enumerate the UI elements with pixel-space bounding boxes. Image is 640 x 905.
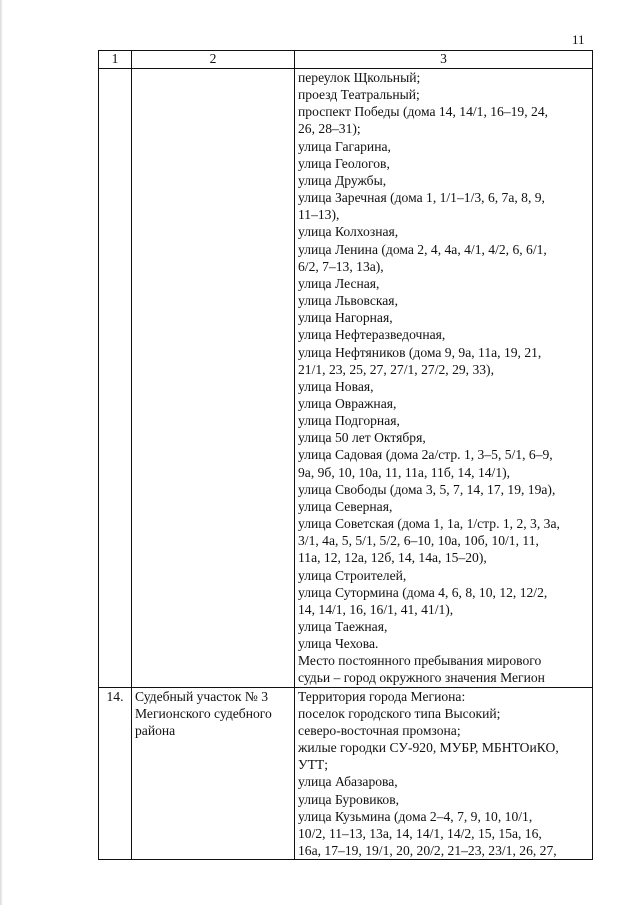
text-line: улица Нагорная,	[298, 310, 393, 326]
text-line: улица Свободы (дома 3, 5, 7, 14, 17, 19, 19а),	[298, 481, 556, 497]
text-line: улица Абазарова,	[298, 774, 398, 790]
text-line: 26, 28–31);	[298, 121, 361, 137]
header-col-3: 3	[295, 51, 593, 69]
text-line: улица Овражная,	[298, 395, 397, 411]
text-line: 3/1, 4а, 5, 5/1, 5/2, 6–10, 10а, 10б, 10/1, 11,	[298, 533, 539, 549]
text-line: улица Новая,	[298, 378, 374, 394]
text-line: улица Подгорная,	[298, 413, 400, 429]
table-row	[99, 69, 593, 688]
text-line: 10/2, 11–13, 13а, 14, 14/1, 14/2, 15, 15а, 16,	[298, 825, 542, 841]
text-line: улица Ленина (дома 2, 4, 4а, 4/1, 4/2, 6, 6/1,	[298, 241, 547, 257]
text-line: 14, 14/1, 16, 16/1, 41, 41/1),	[298, 601, 454, 617]
text-line: Территория города Мегиона:	[298, 688, 466, 704]
text-line: района	[135, 722, 176, 738]
text-line: улица Колхозная,	[298, 224, 399, 240]
text-line: улица Геологов,	[298, 155, 390, 171]
text-line: 9а, 9б, 10, 10а, 11, 11а, 11б, 14, 14/1),	[298, 464, 511, 480]
text-line: улица Чехова.	[298, 636, 379, 652]
text-line: 16а, 17–19, 19/1, 20, 20/2, 21–23, 23/1, 26, 27,	[298, 843, 557, 859]
text-line: улица Кузьмина (дома 2–4, 7, 9, 10, 10/1,	[298, 808, 533, 824]
text-line: Мегионского судебного	[135, 705, 272, 721]
text-line: улица Львовская,	[298, 293, 398, 309]
text-line: жилые городки СУ-920, МУБР, МБНТОиКО,	[298, 740, 559, 756]
table-header-row	[99, 51, 593, 69]
text-line: поселок городского типа Высокий;	[298, 705, 501, 721]
text-line: проезд Театральный;	[298, 87, 420, 103]
text-line: 6/2, 7–13, 13а),	[298, 258, 384, 274]
text-line: 11–13),	[298, 207, 340, 223]
text-line: переулок Щкольный;	[298, 70, 421, 85]
text-line: улица Таежная,	[298, 619, 388, 634]
text-line: улица Сутормина (дома 4, 6, 8, 10, 12, 12/2,	[298, 584, 548, 600]
text-line: Место постоянного пребывания мирового	[298, 653, 542, 669]
jurisdiction-table	[98, 50, 593, 860]
text-line: улица Строителей,	[298, 567, 407, 583]
text-line: улица Лесная,	[298, 275, 380, 291]
text-line: Судебный участок № 3	[135, 688, 269, 704]
row-number-cell: 14.	[99, 687, 132, 860]
text-line: улица Заречная (дома 1, 1/1–1/3, 6, 7а, 8, 9,	[298, 190, 545, 206]
text-line: улица Садовая (дома 2а/стр. 1, 3–5, 5/1, 6–9,	[298, 447, 553, 463]
header-col-2: 2	[132, 51, 295, 69]
text-line: улица Буровиков,	[298, 791, 400, 807]
text-line: 21/1, 23, 25, 27, 27/1, 27/2, 29, 33),	[298, 361, 494, 377]
row-number-cell	[99, 69, 132, 688]
text-line: УТТ;	[298, 757, 329, 773]
text-line: 11а, 12, 12а, 12б, 14, 14а, 15–20),	[298, 550, 487, 566]
text-line: улица Нефтеразведочная,	[298, 327, 446, 343]
header-col-1: 1	[99, 51, 132, 69]
territory-cell	[295, 69, 593, 688]
text-line: улица Нефтяников (дома 9, 9а, 11а, 19, 21,	[298, 344, 542, 360]
page-number: 11	[572, 32, 585, 47]
territory-cell	[295, 687, 593, 860]
table-row	[99, 687, 593, 860]
court-district-cell	[132, 69, 295, 688]
text-line: улица Советская (дома 1, 1а, 1/стр. 1, 2, 3, 3а,	[298, 516, 560, 532]
court-district-cell	[132, 687, 295, 860]
text-line: улица Северная,	[298, 498, 393, 514]
text-line: проспект Победы (дома 14, 14/1, 16–19, 24,	[298, 104, 549, 120]
text-line: северо-восточная промзона;	[298, 722, 461, 738]
text-line: улица Дружбы,	[298, 172, 387, 188]
scan-edge-shadow	[0, 0, 3, 905]
text-line: улица Гагарина,	[298, 138, 391, 154]
text-line: улица 50 лет Октября,	[298, 430, 426, 446]
text-line: судьи – город окружного значения Мегион	[298, 670, 545, 686]
